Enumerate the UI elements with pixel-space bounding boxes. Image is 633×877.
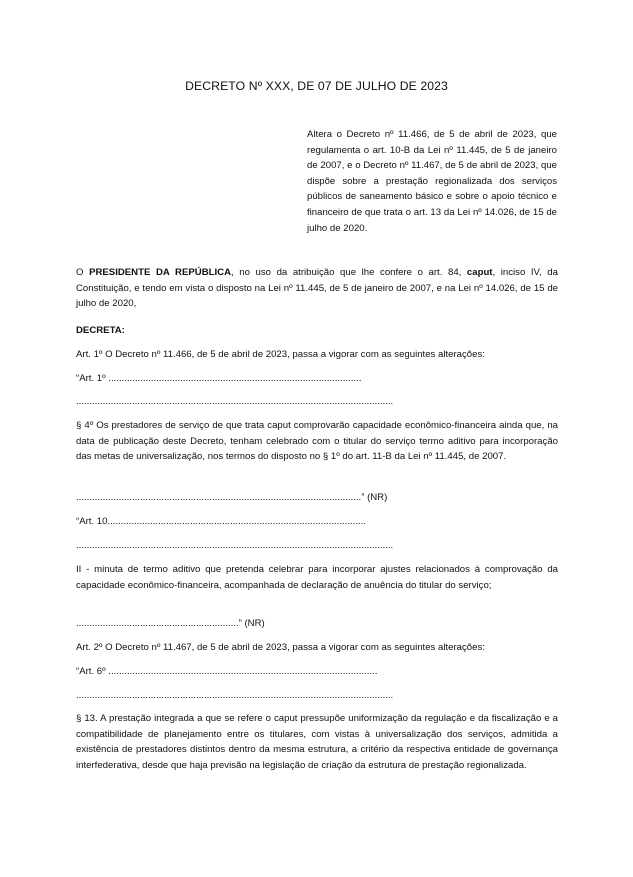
art1-quote-line: “Art. 1º ............................................................................................... (76, 373, 362, 384)
preamble-text-2: , no uso da atribuição que lhe confere o art. 84, (231, 267, 467, 278)
preamble-text-3: , inciso IV, da Constituição, e tendo em vista o disposto na Lei nº 11.445, de 5 de janeiro de 2007, e na Lei nº 14.026, de 15 de julho de 2020, (76, 267, 558, 310)
preamble-caput: caput (466, 267, 493, 278)
paragraph-13: § 13. A prestação integrada a que se refere o caput pressupõe uniformização da regulação e da fiscalização e a compatibilidade de planejamento entre os titulares, com vistas à universalização dos serviços, admitida a existência de prestadores distintos dentro da mesma estrutura, a critério da respectiva entidade de governança interfederativa, desde que haja previsão na legislação de criação da estrutura de prestação regionalizada. (76, 713, 558, 771)
preamble-text-1: O (76, 267, 90, 278)
decree-title: DECRETO Nº XXX, DE 07 DE JULHO DE 2023 (185, 79, 448, 93)
dotted-line-nr: .............................................................” (NR) (76, 618, 265, 629)
decreta-heading: DECRETA: (76, 325, 125, 336)
preamble (76, 265, 558, 312)
dotted-line-nr: ...........................................................................................................” (NR) (76, 492, 388, 503)
dotted-line: ....................................................................................................................... (76, 396, 394, 407)
dotted-line: ....................................................................................................................... (76, 690, 394, 701)
decree-ementa: Altera o Decreto nº 11.466, de 5 de abril de 2023, que regulamenta o art. 10-B da Lei nº 11.445, de 5 de janeiro de 2007, e o Decreto nº 11.467, de 5 de abril de 2023, que dispõe sobre a prestação regionalizada dos serviços públicos de saneamento básico e sobre o apoio técnico e financeiro de que trata o art. 13 da Lei nº 14.026, de 15 de julho de 2020. (307, 129, 557, 234)
preamble-president: PRESIDENTE DA REPÚBLICA (89, 267, 232, 278)
paragraph-4: § 4º Os prestadores de serviço de que trata caput comprovarão capacidade econômico-financeira ainda que, na data de publicação deste Decreto, tenham celebrado com o titular do serviço termo aditivo para incorporação das metas de universalização, nos termos do disposto no § 1º do art. 11-B da Lei nº 11.445, de 2007. (76, 420, 558, 463)
article-2: Art. 2º O Decreto nº 11.467, de 5 de abril de 2023, passa a vigorar com as seguintes alterações: (76, 642, 485, 653)
art10-quote-line: “Art. 10................................................................................................. (76, 516, 367, 527)
art6-quote-line: “Art. 6º ..................................................................................................... (76, 666, 378, 677)
inciso-ii: II - minuta de termo aditivo que pretenda celebrar para incorporar ajustes relacionados à comprovação da capacidade econômico-financeira, acompanhada de declaração de anuência do titular do serviço; (76, 564, 558, 591)
article-1: Art. 1º O Decreto nº 11.466, de 5 de abril de 2023, passa a vigorar com as seguintes alterações: (76, 349, 485, 360)
dotted-line: ....................................................................................................................... (76, 540, 394, 551)
